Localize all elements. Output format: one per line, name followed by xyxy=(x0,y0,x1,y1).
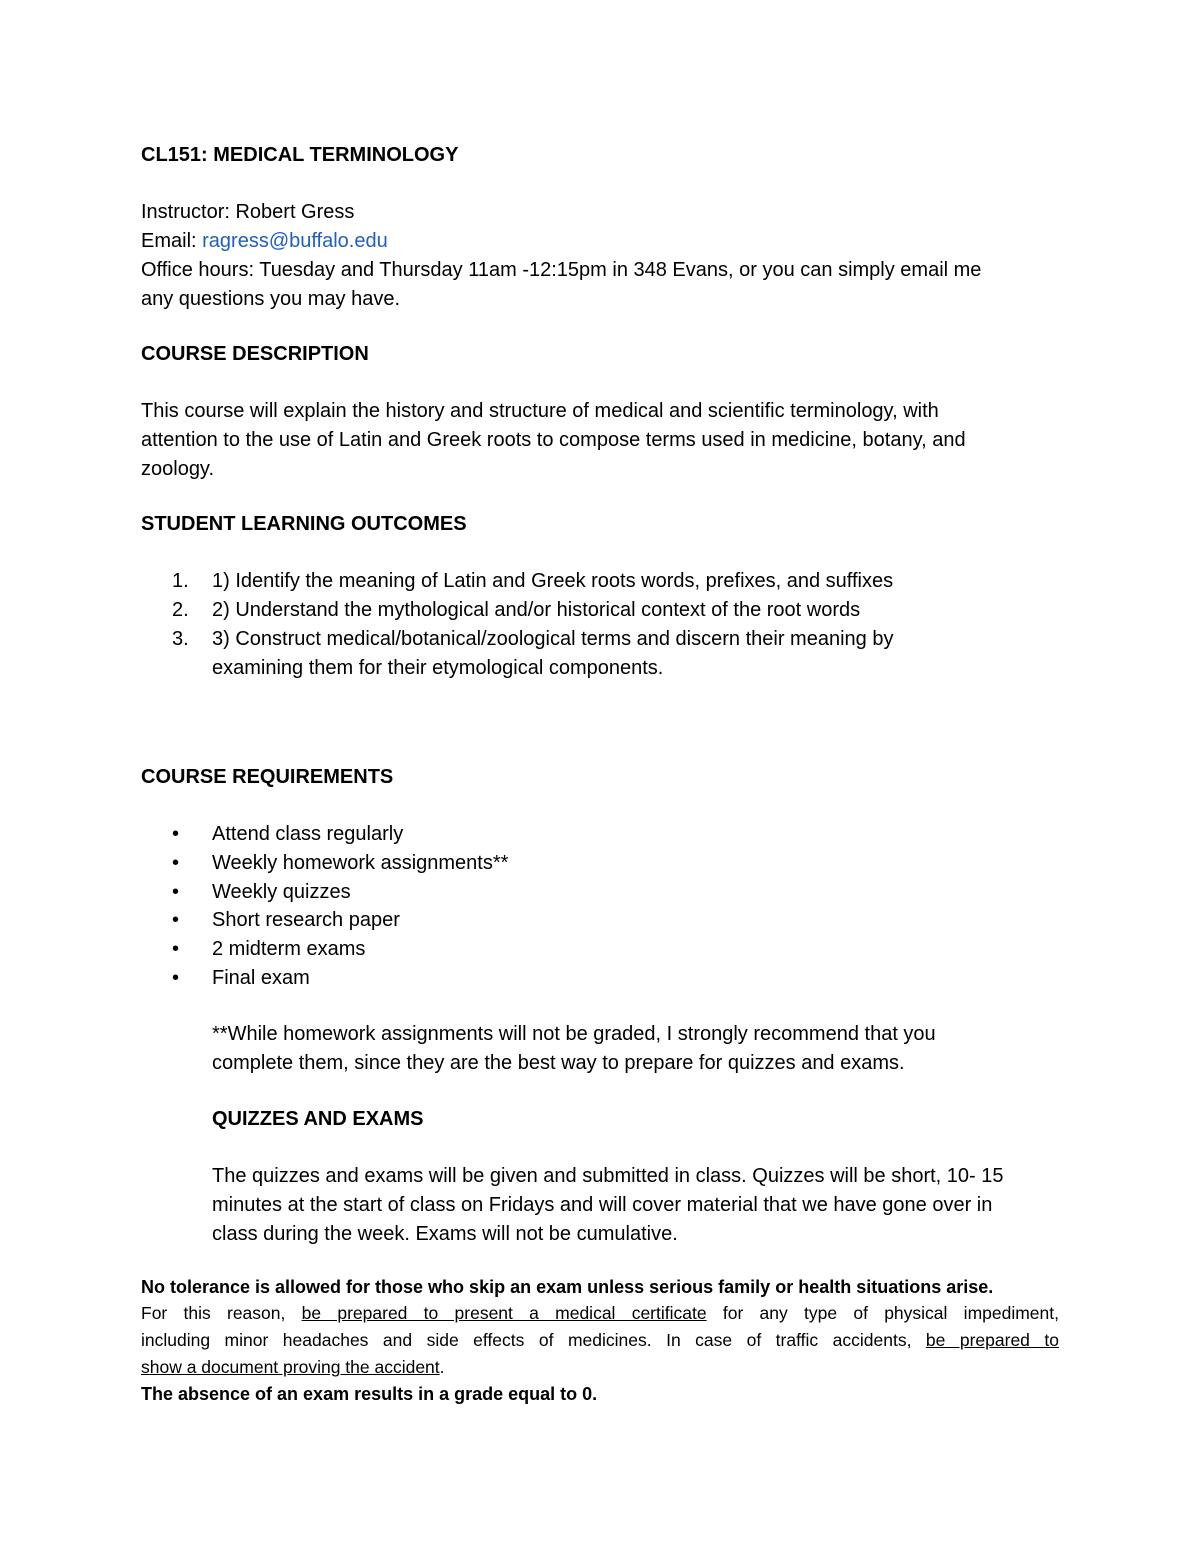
office-hours-line-2: any questions you may have. xyxy=(141,288,401,310)
policy-underlined-text: be prepared to xyxy=(925,1330,1059,1350)
outcome-item: 2) Understand the mythological and/or historical context of the root words xyxy=(212,599,861,621)
course-description-line-1: This course will explain the history and structure of medical and scientific terminology, with xyxy=(141,400,939,422)
requirement-item: Final exam xyxy=(212,967,310,989)
outcome-number: 2. xyxy=(172,599,189,621)
outcome-item: 1) Identify the meaning of Latin and Greek roots words, prefixes, and suffixes xyxy=(212,570,894,592)
policy-underlined-text: be prepared to present a medical certificate xyxy=(301,1303,707,1323)
requirement-item: Weekly quizzes xyxy=(212,881,351,903)
requirement-item: Weekly homework assignments** xyxy=(212,852,509,874)
course-description-heading: COURSE DESCRIPTION xyxy=(141,343,369,365)
outcome-number: 3. xyxy=(172,628,189,650)
policy-text: . xyxy=(439,1357,445,1377)
email-label: Email: xyxy=(141,230,203,252)
outcome-item: 3) Construct medical/botanical/zoological terms and discern their meaning by xyxy=(212,628,894,650)
policy-text: For this reason, xyxy=(141,1303,302,1323)
course-description-line-3: zoology. xyxy=(141,458,215,480)
bullet-icon: • xyxy=(172,967,180,989)
document-title: CL151: MEDICAL TERMINOLOGY xyxy=(141,144,459,166)
learning-outcomes-heading: STUDENT LEARNING OUTCOMES xyxy=(141,513,467,535)
policy-text: for any type of physical impediment, xyxy=(706,1303,1059,1323)
instructor-line: Instructor: Robert Gress xyxy=(141,201,355,223)
policy-line-3 xyxy=(141,1354,1059,1380)
homework-note-line-2: complete them, since they are the best way to prepare for quizzes and exams. xyxy=(212,1052,905,1074)
outcome-number: 1. xyxy=(172,570,189,592)
course-requirements-heading: COURSE REQUIREMENTS xyxy=(141,766,394,788)
requirement-item: Short research paper xyxy=(212,909,400,931)
quizzes-line-2: minutes at the start of class on Fridays and will cover material that we have gone over in xyxy=(212,1194,993,1216)
requirement-item: 2 midterm exams xyxy=(212,938,366,960)
policy-underlined-text: show a document proving the accident xyxy=(141,1357,440,1377)
bullet-icon: • xyxy=(172,881,180,903)
outcome-item-continuation: examining them for their etymological components. xyxy=(212,657,664,679)
bullet-icon: • xyxy=(172,909,180,931)
policy-warning: No tolerance is allowed for those who skip an exam unless serious family or health situations arise. xyxy=(141,1277,994,1297)
course-description-line-2: attention to the use of Latin and Greek roots to compose terms used in medicine, botany, and xyxy=(141,429,966,451)
email-link[interactable]: ragress@buffalo.edu xyxy=(202,230,388,252)
policy-line-1 xyxy=(141,1300,1059,1326)
quizzes-line-3: class during the week. Exams will not be cumulative. xyxy=(212,1223,678,1245)
bullet-icon: • xyxy=(172,938,180,960)
bullet-icon: • xyxy=(172,823,180,845)
homework-note-line-1: **While homework assignments will not be graded, I strongly recommend that you xyxy=(212,1023,936,1045)
bullet-icon: • xyxy=(172,852,180,874)
policy-text: including minor headaches and side effects of medicines. In case of traffic accidents, xyxy=(141,1330,926,1350)
policy-line-2 xyxy=(141,1327,1059,1353)
absence-policy: The absence of an exam results in a grade equal to 0. xyxy=(141,1384,598,1404)
quizzes-line-1: The quizzes and exams will be given and submitted in class. Quizzes will be short, 10- 15 xyxy=(212,1165,1004,1187)
email-line xyxy=(141,227,388,256)
office-hours-line-1: Office hours: Tuesday and Thursday 11am -12:15pm in 348 Evans, or you can simply email me xyxy=(141,259,982,281)
requirement-item: Attend class regularly xyxy=(212,823,404,845)
quizzes-heading: QUIZZES AND EXAMS xyxy=(212,1108,424,1130)
